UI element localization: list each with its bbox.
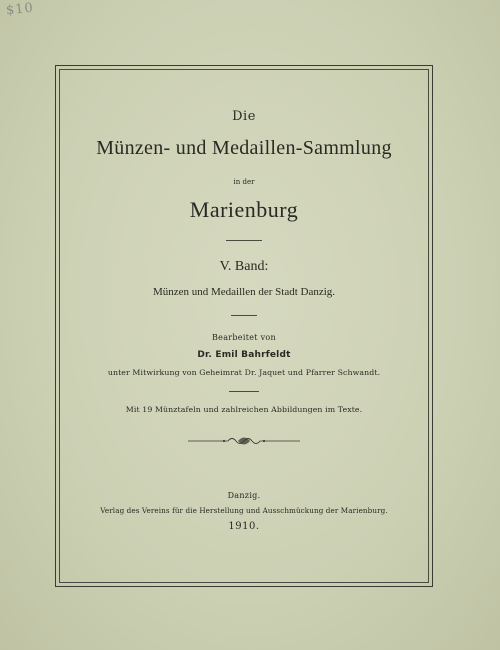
author-name: Dr. Emil Bahrfeldt: [197, 350, 291, 360]
title-connector: in der: [233, 178, 255, 186]
volume-number: V. Band:: [219, 259, 269, 274]
volume-subtitle: Münzen und Medaillen der Stadt Danzig.: [152, 286, 336, 298]
title-article: Die: [232, 109, 256, 124]
decorative-ornament: [188, 435, 300, 447]
divider-rule: [229, 391, 259, 392]
imprint-year: 1910.: [228, 521, 260, 532]
imprint-city: Danzig.: [227, 491, 261, 500]
collaborators-line: unter Mitwirkung von Geheimrat Dr. Jaquet und Pfarrer Schwandt.: [107, 368, 381, 377]
title-page-content: [59, 69, 429, 583]
handwritten-price-mark: $10: [5, 0, 35, 19]
edited-by-label: Bearbeitet von: [211, 333, 277, 342]
main-title: Münzen- und Medaillen-Sammlung: [96, 137, 392, 159]
divider-rule: [226, 240, 262, 241]
imprint-publisher: Verlag des Vereins für die Herstellung und Ausschmückung der Marienburg.: [100, 506, 388, 515]
divider-rule: [231, 315, 257, 316]
title-place: Marienburg: [189, 197, 299, 222]
illustrations-note: Mit 19 Münztafeln und zahlreichen Abbildungen im Texte.: [125, 405, 363, 414]
